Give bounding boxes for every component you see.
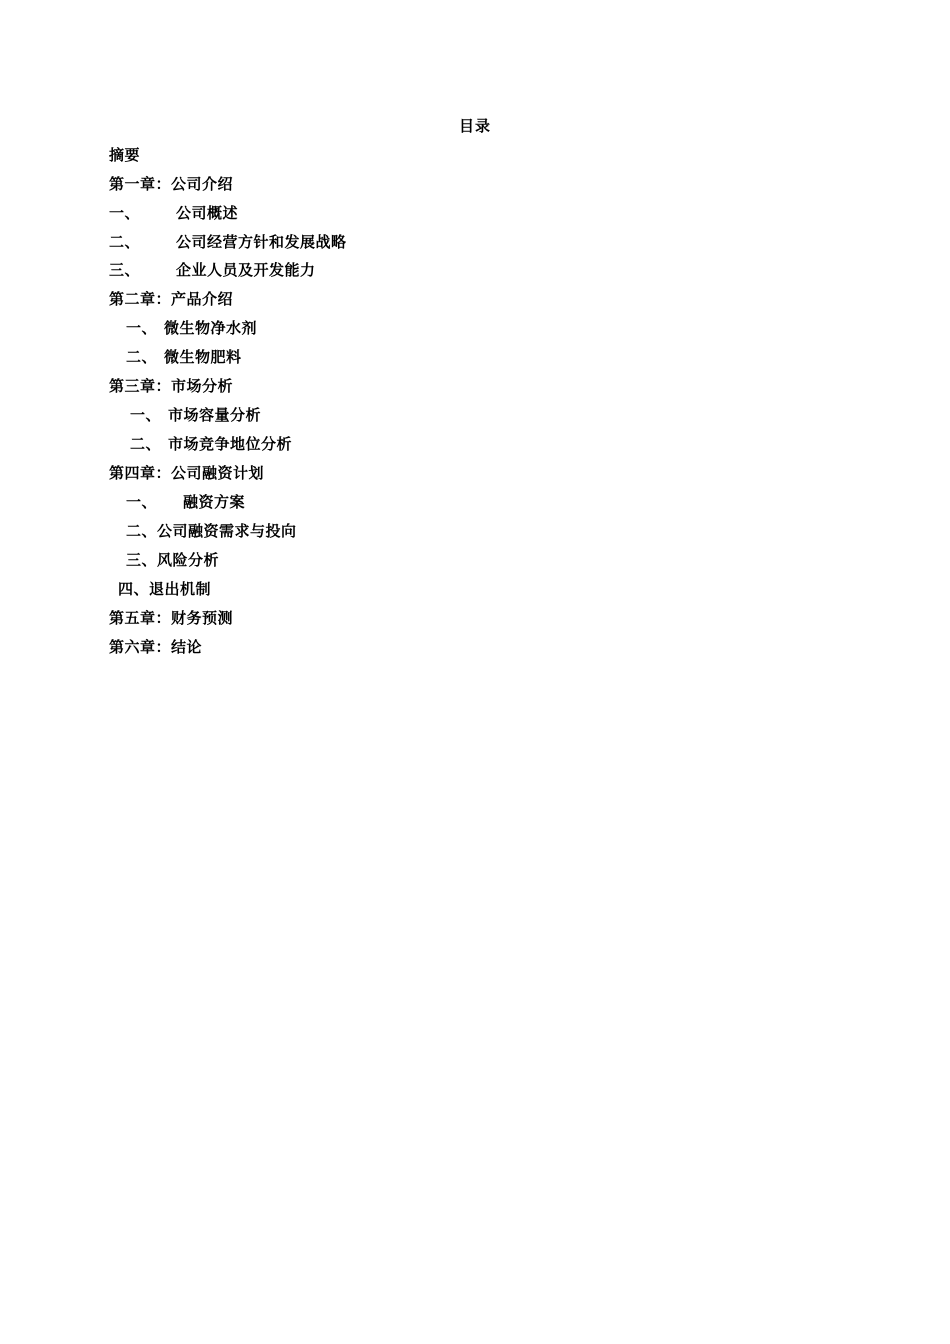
toc-entry-label: 三、风险分析 (126, 551, 220, 569)
toc-title: 目录 (458, 117, 491, 135)
toc-entry-label: 四、退出机制 (118, 580, 212, 598)
toc-entry-4-2 (126, 521, 297, 541)
toc-entry-3-2 (130, 434, 292, 454)
toc-entry-label: 第二章：产品介绍 (109, 290, 234, 308)
toc-entry-1-2 (109, 232, 347, 252)
toc-entry-label: 二、公司融资需求与投向 (126, 522, 297, 540)
toc-entry-2-1 (126, 318, 257, 338)
toc-entry-number: 一、 (109, 204, 141, 222)
toc-entry-chapter-3 (109, 376, 233, 396)
toc-entry-label: 微生物净水剂 (164, 319, 258, 337)
toc-entry-label: 第四章：公司融资计划 (109, 464, 265, 482)
toc-entry-chapter-6 (109, 637, 202, 657)
toc-entry-chapter-1 (109, 174, 233, 194)
toc-entry-4-3 (126, 550, 219, 570)
toc-entry-label: 融资方案 (183, 493, 246, 511)
toc-entry-number: 三、 (109, 261, 141, 279)
toc-entry-label: 第五章：财务预测 (109, 609, 234, 627)
toc-entry-number: 二、 (109, 233, 141, 251)
toc-entry-label: 市场容量分析 (168, 406, 262, 424)
toc-entry-number: 一、 (130, 406, 162, 424)
toc-entry-4-4 (118, 579, 211, 599)
toc-entry-abstract (109, 145, 140, 165)
toc-entry-label: 第一章：公司介绍 (109, 175, 234, 193)
toc-entry-label: 第六章：结论 (109, 638, 203, 656)
toc-entry-number: 二、 (126, 348, 158, 366)
toc-entry-label: 第三章：市场分析 (109, 377, 234, 395)
toc-entry-chapter-4 (109, 463, 264, 483)
toc-entry-1-1 (109, 203, 238, 223)
toc-entry-label: 公司概述 (176, 204, 239, 222)
toc-entry-2-2 (126, 347, 242, 367)
toc-entry-chapter-2 (109, 289, 233, 309)
toc-entry-label: 微生物肥料 (164, 348, 242, 366)
toc-entry-4-1 (126, 492, 245, 512)
toc-entry-3-1 (130, 405, 261, 425)
toc-entry-label: 企业人员及开发能力 (176, 261, 316, 279)
toc-entry-number: 一、 (126, 493, 158, 511)
toc-entry-number: 一、 (126, 319, 158, 337)
toc-entry-label: 市场竞争地位分析 (168, 435, 293, 453)
toc-entry-number: 二、 (130, 435, 162, 453)
toc-entry-label: 公司经营方针和发展战略 (176, 233, 347, 251)
toc-entry-1-3 (109, 260, 316, 280)
toc-entry-chapter-5 (109, 608, 233, 628)
toc-entry-label: 摘要 (109, 146, 141, 164)
